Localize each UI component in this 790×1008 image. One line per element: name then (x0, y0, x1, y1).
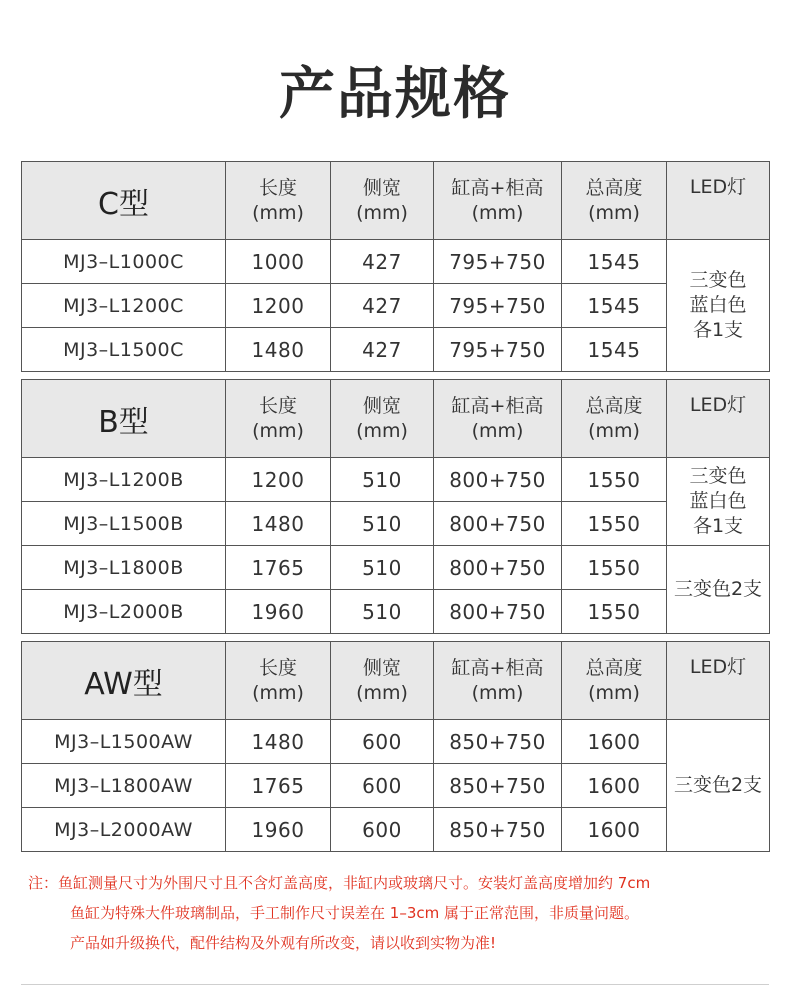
total-height-cell: 1550 (562, 502, 667, 546)
led-cell: 三变色 蓝白色 各1支 (667, 240, 770, 372)
header-total-height: 总高度 (mm) (562, 642, 667, 720)
table-row (22, 720, 770, 764)
width-cell: 427 (331, 284, 434, 328)
height-cell: 795+750 (434, 328, 562, 372)
height-cell: 800+750 (434, 502, 562, 546)
height-cell: 850+750 (434, 720, 562, 764)
table-header-row (22, 380, 770, 458)
width-cell: 600 (331, 720, 434, 764)
width-cell: 427 (331, 328, 434, 372)
table-row (22, 590, 770, 634)
header-width: 侧宽 (mm) (331, 162, 434, 240)
total-height-cell: 1545 (562, 284, 667, 328)
width-cell: 427 (331, 240, 434, 284)
model-cell: MJ3–L1000C (22, 240, 226, 284)
table-row (22, 458, 770, 502)
note-line: 鱼缸为特殊大件玻璃制品，手工制作尺寸误差在 1–3cm 属于正常范围，非质量问题。 (70, 904, 639, 922)
length-cell: 1765 (226, 764, 331, 808)
length-cell: 1960 (226, 808, 331, 852)
total-height-cell: 1545 (562, 328, 667, 372)
spec-table-aw (21, 641, 770, 852)
divider (21, 984, 769, 985)
header-length: 长度 (mm) (226, 642, 331, 720)
type-label: B型 (22, 380, 226, 458)
length-cell: 1480 (226, 720, 331, 764)
length-cell: 1200 (226, 284, 331, 328)
model-cell: MJ3–L2000B (22, 590, 226, 634)
header-length: 长度 (mm) (226, 162, 331, 240)
table-row (22, 546, 770, 590)
table-row (22, 284, 770, 328)
type-label: C型 (22, 162, 226, 240)
height-cell: 800+750 (434, 590, 562, 634)
height-cell: 850+750 (434, 808, 562, 852)
header-width: 侧宽 (mm) (331, 642, 434, 720)
header-length: 长度 (mm) (226, 380, 331, 458)
type-label: AW型 (22, 642, 226, 720)
total-height-cell: 1600 (562, 720, 667, 764)
total-height-cell: 1550 (562, 458, 667, 502)
width-cell: 600 (331, 808, 434, 852)
header-tank-cabinet-height: 缸高+柜高 (mm) (434, 380, 562, 458)
table-row (22, 764, 770, 808)
length-cell: 1765 (226, 546, 331, 590)
led-cell: 三变色2支 (667, 720, 770, 852)
height-cell: 850+750 (434, 764, 562, 808)
width-cell: 510 (331, 458, 434, 502)
table-header-row (22, 162, 770, 240)
page-title: 产品规格 (279, 62, 511, 127)
total-height-cell: 1550 (562, 590, 667, 634)
note-line: 产品如升级换代，配件结构及外观有所改变，请以收到实物为准! (70, 934, 497, 952)
header-tank-cabinet-height: 缸高+柜高 (mm) (434, 162, 562, 240)
total-height-cell: 1600 (562, 764, 667, 808)
table-row (22, 502, 770, 546)
width-cell: 510 (331, 590, 434, 634)
header-width: 侧宽 (mm) (331, 380, 434, 458)
width-cell: 600 (331, 764, 434, 808)
notes (28, 868, 768, 958)
length-cell: 1200 (226, 458, 331, 502)
model-cell: MJ3–L1500C (22, 328, 226, 372)
table-row (22, 240, 770, 284)
width-cell: 510 (331, 502, 434, 546)
table-header-row (22, 642, 770, 720)
spec-table-c (21, 161, 770, 372)
height-cell: 800+750 (434, 546, 562, 590)
header-tank-cabinet-height: 缸高+柜高 (mm) (434, 642, 562, 720)
spec-table-b (21, 379, 770, 634)
header-led: LED灯 (667, 162, 770, 240)
header-led: LED灯 (667, 380, 770, 458)
model-cell: MJ3–L1200C (22, 284, 226, 328)
total-height-cell: 1600 (562, 808, 667, 852)
height-cell: 800+750 (434, 458, 562, 502)
model-cell: MJ3–L1500B (22, 502, 226, 546)
total-height-cell: 1550 (562, 546, 667, 590)
header-total-height: 总高度 (mm) (562, 380, 667, 458)
model-cell: MJ3–L1500AW (22, 720, 226, 764)
length-cell: 1960 (226, 590, 331, 634)
model-cell: MJ3–L1800B (22, 546, 226, 590)
total-height-cell: 1545 (562, 240, 667, 284)
height-cell: 795+750 (434, 240, 562, 284)
header-total-height: 总高度 (mm) (562, 162, 667, 240)
led-cell: 三变色2支 (667, 546, 770, 634)
note-line: 注：鱼缸测量尺寸为外围尺寸且不含灯盖高度，非缸内或玻璃尺寸。安装灯盖高度增加约 7cm (28, 874, 651, 892)
length-cell: 1480 (226, 502, 331, 546)
height-cell: 795+750 (434, 284, 562, 328)
model-cell: MJ3–L1200B (22, 458, 226, 502)
table-row (22, 808, 770, 852)
model-cell: MJ3–L2000AW (22, 808, 226, 852)
length-cell: 1000 (226, 240, 331, 284)
width-cell: 510 (331, 546, 434, 590)
length-cell: 1480 (226, 328, 331, 372)
header-led: LED灯 (667, 642, 770, 720)
led-cell: 三变色 蓝白色 各1支 (667, 458, 770, 546)
model-cell: MJ3–L1800AW (22, 764, 226, 808)
table-row (22, 328, 770, 372)
